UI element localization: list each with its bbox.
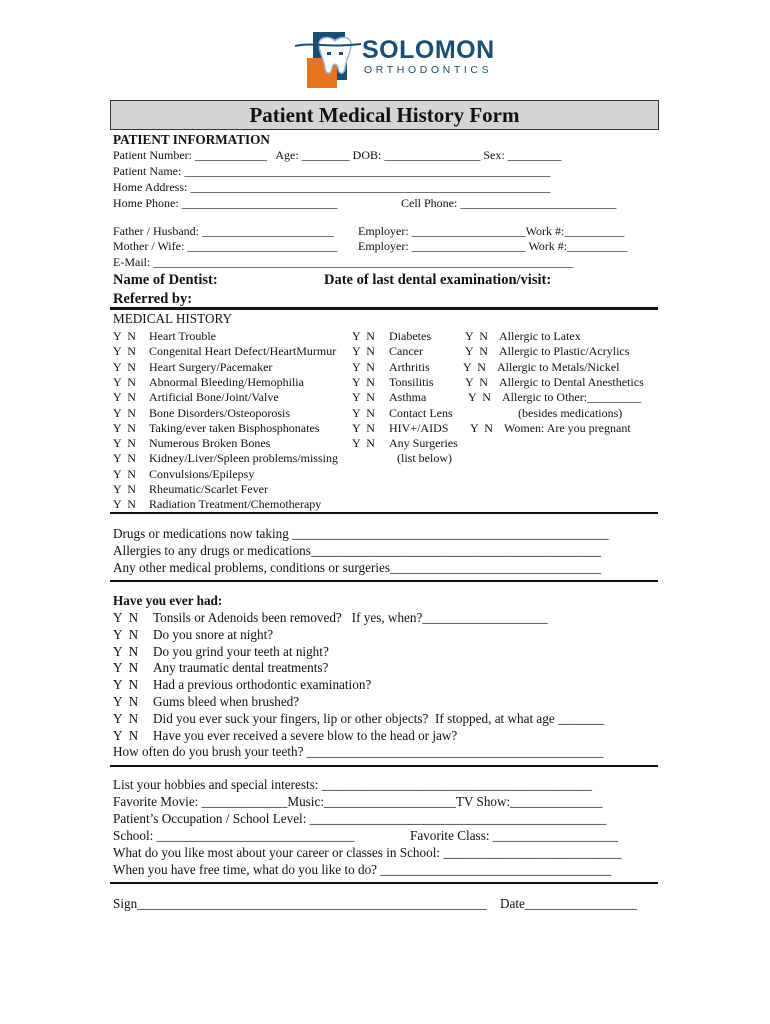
condition-label: Bone Disorders/Osteoporosis — [149, 405, 290, 420]
yes-no-choice[interactable]: Y N — [113, 610, 139, 625]
pregnant-label: Women: Are you pregnant — [504, 420, 631, 435]
yes-no-choice[interactable]: Y N — [352, 329, 375, 343]
yes-no-choice[interactable]: Y N — [113, 436, 136, 451]
patient-name-line[interactable]: Patient Name: _____________________________________________________________ — [113, 164, 551, 178]
dentist-name-label: Name of Dentist: — [113, 272, 218, 288]
condition-label: Asthma — [389, 390, 427, 405]
yes-no-choice[interactable]: Y N — [352, 436, 375, 451]
brand-subtitle: ORTHODONTICS — [364, 64, 493, 76]
father-line[interactable]: Father / Husband: ______________________ — [113, 224, 334, 238]
patient-number-line[interactable]: Patient Number: ____________ Age: ________ DOB: ________________ Sex: _________ — [113, 148, 562, 162]
condition-label: Heart Trouble — [149, 329, 216, 343]
yes-no-choice[interactable]: Y N — [113, 694, 139, 709]
father-employer-line[interactable]: Employer: ___________________Work #:__________ — [358, 224, 625, 238]
condition-label: Tonsilitis — [389, 374, 434, 389]
allergy-label: Allergic to Other:_________ — [502, 390, 642, 405]
question-label: Have you ever received a severe blow to the head or jaw? — [153, 727, 458, 743]
question-label: Do you grind your teeth at night? — [153, 643, 329, 659]
yes-no-choice[interactable]: Y N — [352, 359, 375, 374]
section-divider — [110, 580, 658, 582]
yes-no-choice[interactable]: Y N — [352, 405, 375, 420]
have-you-had-heading: Have you ever had: — [113, 593, 223, 608]
yes-no-choice[interactable]: Y N — [465, 344, 488, 359]
medical-history-heading: MEDICAL HISTORY — [113, 311, 233, 326]
condition-label: Artificial Bone/Joint/Valve — [149, 390, 279, 405]
condition-label: Rheumatic/Scarlet Fever — [149, 482, 268, 496]
condition-label: Cancer — [389, 344, 423, 359]
question-label: Did you ever suck your fingers, lip or other objects? If stopped, at what age _______ — [153, 710, 605, 726]
yes-no-choice[interactable]: Y N — [113, 710, 139, 726]
yes-no-choice[interactable]: Y N — [352, 420, 375, 435]
yes-no-choice[interactable]: Y N — [113, 626, 139, 642]
question-label: Do you snore at night? — [153, 626, 274, 642]
question-label: Gums bleed when brushed? — [153, 694, 300, 709]
yes-no-choice[interactable]: Y N — [113, 390, 136, 405]
section-divider — [110, 512, 658, 514]
hobbies-line[interactable]: List your hobbies and special interests: _________________________________________ — [113, 777, 593, 792]
condition-label: Congenital Heart Defect/HeartMurmur — [149, 344, 337, 359]
yes-no-choice[interactable]: Y N — [352, 344, 375, 359]
condition-label: Radiation Treatment/Chemotherapy — [149, 497, 322, 512]
question-label: Tonsils or Adenoids been removed? If yes, when?___________________ — [153, 610, 548, 625]
question-label: Any traumatic dental treatments? — [153, 660, 329, 676]
yes-no-choice[interactable]: Y N — [113, 466, 136, 481]
yes-no-choice[interactable]: Y N — [113, 677, 139, 693]
other-problems-line[interactable]: Any other medical problems, conditions or surgeries________________________________ — [113, 560, 602, 575]
cell-phone-line[interactable]: Cell Phone: __________________________ — [401, 196, 617, 210]
yes-no-choice[interactable]: Y N — [113, 451, 136, 466]
condition-label: Kidney/Liver/Spleen problems/missing — [149, 451, 338, 466]
condition-label: Numerous Broken Bones — [149, 436, 271, 451]
condition-label: Heart Surgery/Pacemaker — [149, 359, 273, 374]
home-phone-line[interactable]: Home Phone: __________________________ — [113, 196, 338, 210]
condition-label: HIV+/AIDS — [389, 420, 449, 435]
yes-no-choice[interactable]: Y N — [113, 727, 139, 743]
yes-no-choice[interactable]: Y N — [113, 374, 136, 389]
allergy-label: Allergic to Plastic/Acrylics — [499, 344, 630, 359]
yes-no-choice[interactable]: Y N — [113, 660, 139, 676]
yes-no-choice[interactable]: Y N — [113, 359, 136, 374]
free-time-line[interactable]: When you have free time, what do you like to do? ___________________________________ — [113, 862, 612, 877]
yes-no-choice[interactable]: Y N — [113, 497, 136, 512]
condition-label: Contact Lens — [389, 405, 453, 420]
school-line[interactable]: School: ______________________________ — [113, 828, 355, 843]
favorite-class-line[interactable]: Favorite Class: ___________________ — [410, 828, 619, 843]
question-label: Had a previous orthodontic examination? — [153, 677, 372, 693]
condition-label: Convulsions/Epilepsy — [149, 466, 255, 481]
last-exam-label: Date of last dental examination/visit: — [324, 272, 552, 288]
occupation-line[interactable]: Patient’s Occupation / School Level: _____________________________________________ — [113, 811, 607, 826]
surgeries-note: (list below) — [397, 451, 452, 466]
yes-no-choice[interactable]: Y N — [113, 643, 139, 659]
medications-line[interactable]: Drugs or medications now taking ________________________________________________ — [113, 526, 609, 541]
yes-no-choice[interactable]: Y N — [113, 482, 136, 496]
condition-label: Arthritis — [389, 359, 430, 374]
yes-no-choice[interactable]: Y N — [113, 420, 136, 435]
brand-name: SOLOMON — [362, 36, 495, 64]
mother-line[interactable]: Mother / Wife: _________________________ — [113, 239, 338, 253]
brush-frequency-line[interactable]: How often do you brush your teeth? _____________________________________________ — [113, 744, 604, 759]
date-line[interactable]: Date_________________ — [500, 896, 637, 911]
yes-no-choice[interactable]: Y N — [113, 329, 136, 343]
yes-no-choice[interactable]: Y N — [465, 329, 488, 343]
allergy-note: (besides medications) — [518, 405, 623, 420]
signature-line[interactable]: Sign_____________________________________________________ — [113, 896, 487, 911]
yes-no-choice[interactable]: Y N — [113, 405, 136, 420]
section-divider — [110, 765, 658, 767]
form-title: Patient Medical History Form — [110, 100, 659, 130]
section-divider — [110, 307, 658, 310]
condition-label: Taking/ever taken Bisphosphonates — [149, 420, 320, 435]
allergy-label: Allergic to Metals/Nickel — [497, 359, 620, 374]
yes-no-choice[interactable]: Y N — [468, 390, 491, 405]
career-like-line[interactable]: What do you like most about your career or classes in School: ___________________________ — [113, 845, 622, 860]
allergy-label: Allergic to Latex — [499, 329, 581, 343]
condition-label: Diabetes — [389, 329, 431, 343]
yes-no-choice[interactable]: Y N — [463, 359, 486, 374]
favorites-line[interactable]: Favorite Movie: _____________Music:____________________TV Show:______________ — [113, 794, 603, 809]
yes-no-choice[interactable]: Y N — [470, 420, 493, 435]
drug-allergies-line[interactable]: Allergies to any drugs or medications____________________________________________ — [113, 543, 602, 558]
condition-label: Abnormal Bleeding/Hemophilia — [149, 374, 304, 389]
patient-info-heading: PATIENT INFORMATION — [113, 132, 270, 147]
allergy-label: Allergic to Dental Anesthetics — [499, 374, 644, 389]
mother-employer-line[interactable]: Employer: ___________________ Work #:__________ — [358, 239, 628, 253]
yes-no-choice[interactable]: Y N — [352, 374, 375, 389]
home-address-line[interactable]: Home Address: ____________________________________________________________ — [113, 180, 551, 194]
referred-by-label: Referred by: — [113, 291, 193, 307]
section-divider — [110, 882, 658, 884]
yes-no-choice[interactable]: Y N — [465, 374, 488, 389]
email-line[interactable]: E-Mail: ______________________________________________________________________ — [113, 255, 574, 269]
yes-no-choice[interactable]: Y N — [113, 344, 136, 359]
condition-label: Any Surgeries — [389, 436, 458, 451]
yes-no-choice[interactable]: Y N — [352, 390, 375, 405]
